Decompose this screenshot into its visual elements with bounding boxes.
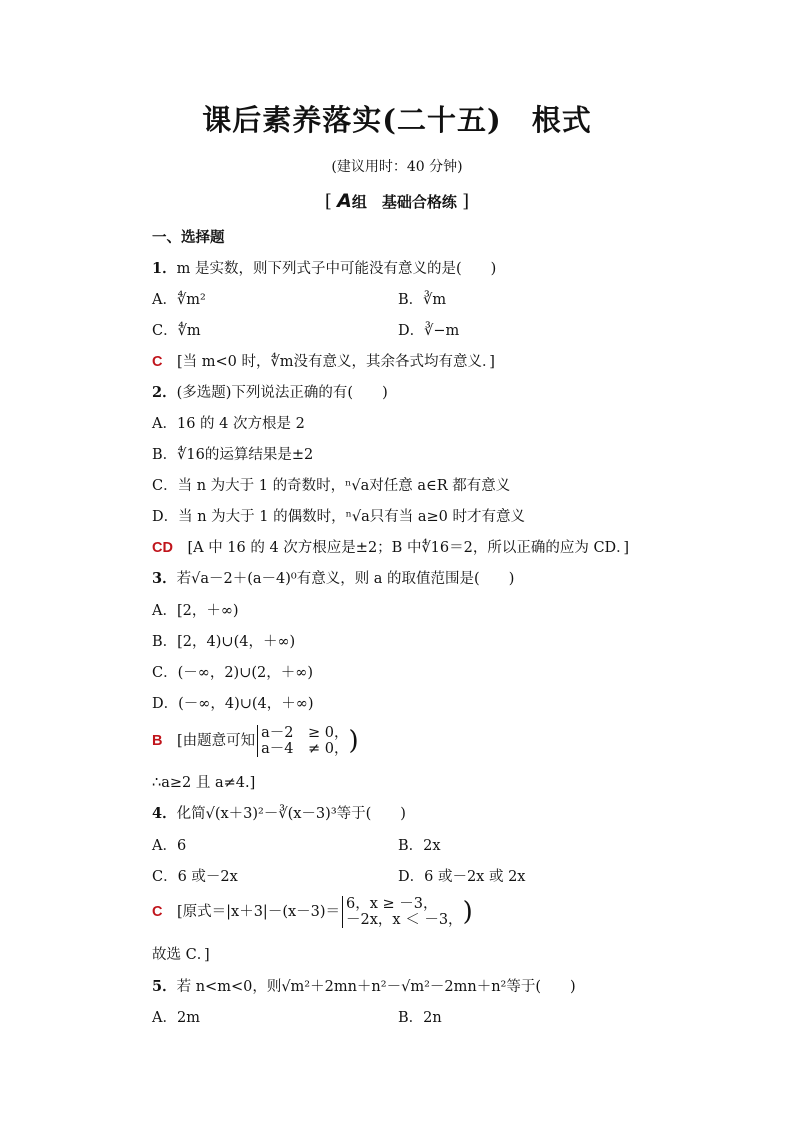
q3-option-c: C．(－∞，2)∪(2，＋∞) (152, 665, 313, 681)
answer-letter: C (152, 354, 163, 370)
question-number: 2． (152, 384, 177, 401)
question-text: 化简√(x＋3)²－∛(x－3)³等于( ) (176, 806, 406, 822)
q2-option-a: A．16 的 4 次方根是 2 (152, 416, 305, 432)
q1-answer (152, 350, 495, 371)
answer-letter: CD (152, 540, 173, 556)
group-heading (0, 190, 794, 212)
group-open-bracket: [ (324, 191, 332, 212)
question-number: 5． (152, 978, 177, 995)
answer-letter: B (152, 733, 163, 749)
question-5-stem (152, 975, 576, 996)
question-text: 若 n<m<0，则√m²＋2mn＋n²－√m²－2mn＋n²等于( ) (176, 979, 576, 995)
answer-explanation: [原式＝|x＋3|－(x－3)＝ (176, 904, 341, 920)
q3-answer (152, 725, 359, 757)
page-title: 课后素养落实(二十五) 根式 (202, 103, 592, 137)
answer-letter: C (152, 904, 163, 920)
q1-option-b: B．∛m (398, 292, 447, 308)
q3-answer-conclusion: ∴a≥2 且 a≠4.] (152, 775, 256, 791)
q4-option-b: B．2x (398, 838, 441, 854)
q3-option-d: D．(－∞，4)∪(4，＋∞) (152, 696, 314, 712)
q4-answer-conclusion: 故选 C．] (152, 947, 210, 963)
question-text: (多选题)下列说法正确的有( ) (176, 385, 388, 401)
q2-answer (152, 536, 629, 557)
question-number: 1． (152, 260, 177, 277)
q5-option-b: B．2n (398, 1010, 442, 1026)
question-3-stem (152, 567, 514, 588)
q4-answer (152, 896, 473, 928)
question-number: 3． (152, 570, 177, 587)
q4-option-a: A．6 (152, 838, 187, 854)
q4-option-c: C．6 或－2x (152, 869, 238, 885)
system-line-2: －2x，x ＜ －3， (346, 912, 463, 928)
question-text: m 是实数，则下列式子中可能没有意义的是( ) (176, 261, 497, 277)
q1-option-a: A．∜m² (152, 292, 206, 308)
system-line-1: a－2 ≥ 0， (261, 725, 349, 741)
question-1-stem (152, 257, 496, 278)
q2-option-b: B．∜16的运算结果是±2 (152, 447, 314, 463)
inequality-system (257, 725, 348, 757)
group-letter: A (337, 190, 352, 212)
piecewise-system (342, 896, 463, 928)
system-line-1: 6，x ≥ －3， (346, 896, 438, 912)
q1-option-c: C．∜m (152, 323, 201, 339)
question-number: 4． (152, 805, 177, 822)
q2-option-d: D．当 n 为大于 1 的偶数时，ⁿ√a只有当 a≥0 时才有意义 (152, 509, 526, 525)
question-4-stem (152, 802, 406, 823)
question-text: 若√a－2＋(a－4)⁰有意义，则 a 的取值范围是( ) (176, 571, 515, 587)
q3-option-a: A．[2，＋∞) (152, 603, 239, 619)
q3-option-b: B．[2，4)∪(4，＋∞) (152, 634, 296, 650)
question-2-stem (152, 381, 388, 402)
suggested-time: (建议用时：40 分钟) (331, 159, 463, 175)
q2-option-c: C．当 n 为大于 1 的奇数时，ⁿ√a对任意 a∈R 都有意义 (152, 478, 511, 494)
system-line-2: a－4 ≠ 0， (261, 741, 349, 757)
q4-option-d: D．6 或－2x 或 2x (398, 869, 526, 885)
system-close-paren: ) (348, 726, 359, 756)
answer-explanation: [由题意可知 (176, 733, 256, 749)
q1-option-d: D．∛−m (398, 323, 460, 339)
answer-explanation: [当 m<0 时，∜m没有意义，其余各式均有意义．] (176, 354, 495, 370)
q5-option-a: A．2m (152, 1010, 200, 1026)
section-heading: 一、选择题 (152, 229, 225, 246)
group-close-bracket: ] (462, 191, 470, 212)
system-close-paren: ) (462, 897, 473, 927)
answer-explanation: [A 中 16 的 4 次方根应是±2；B 中∜16＝2，所以正确的应为 CD．] (187, 540, 630, 556)
group-label: 组 基础合格练 (351, 193, 457, 211)
